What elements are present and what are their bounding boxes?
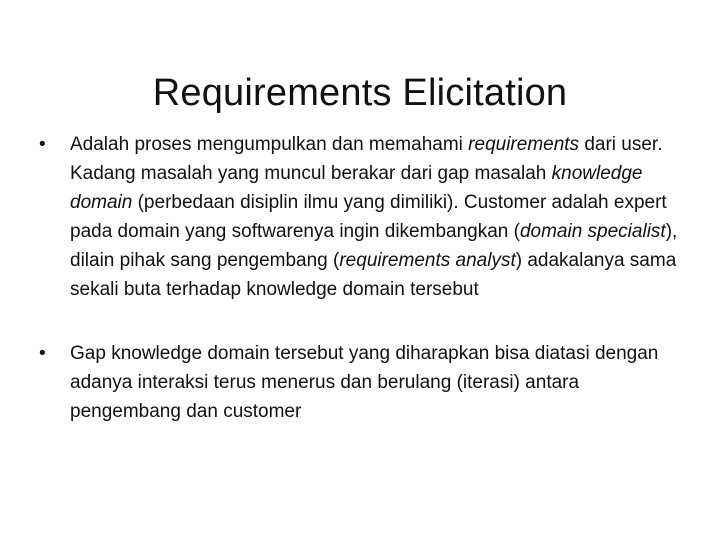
italic-term: domain specialist [519,221,666,242]
bullet-list [0,130,720,426]
bullet-item [0,339,720,426]
bullet-marker: • [39,343,46,364]
bullet-text [70,343,658,422]
slide-title: Requirements Elicitation [152,72,568,115]
text-segment: ), dilain pihak sang pengembang ( [70,221,678,271]
italic-term: requirements analyst [339,250,516,271]
bullet-item [0,130,720,304]
bullet-marker: • [39,134,46,155]
text-segment: Gap knowledge domain tersebut yang diharapkan bisa diatasi dengan adanya interaksi terus menerus dan berulang (iterasi) antara pengembang dan customer [70,343,659,422]
italic-term: knowledge domain [70,163,643,213]
text-segment: dari user. Kadang masalah yang muncul berakar dari gap masalah [70,134,663,184]
text-segment: (perbedaan disiplin ilmu yang dimiliki). Customer adalah expert pada domain yang softwarenya ingin dikembangkan ( [70,192,667,242]
bullet-text [70,134,677,300]
text-segment: ) adakalanya sama sekali buta terhadap knowledge domain tersebut [70,250,677,300]
italic-term: requirements [468,134,580,155]
text-segment: Adalah proses mengumpulkan dan memahami [70,134,469,155]
